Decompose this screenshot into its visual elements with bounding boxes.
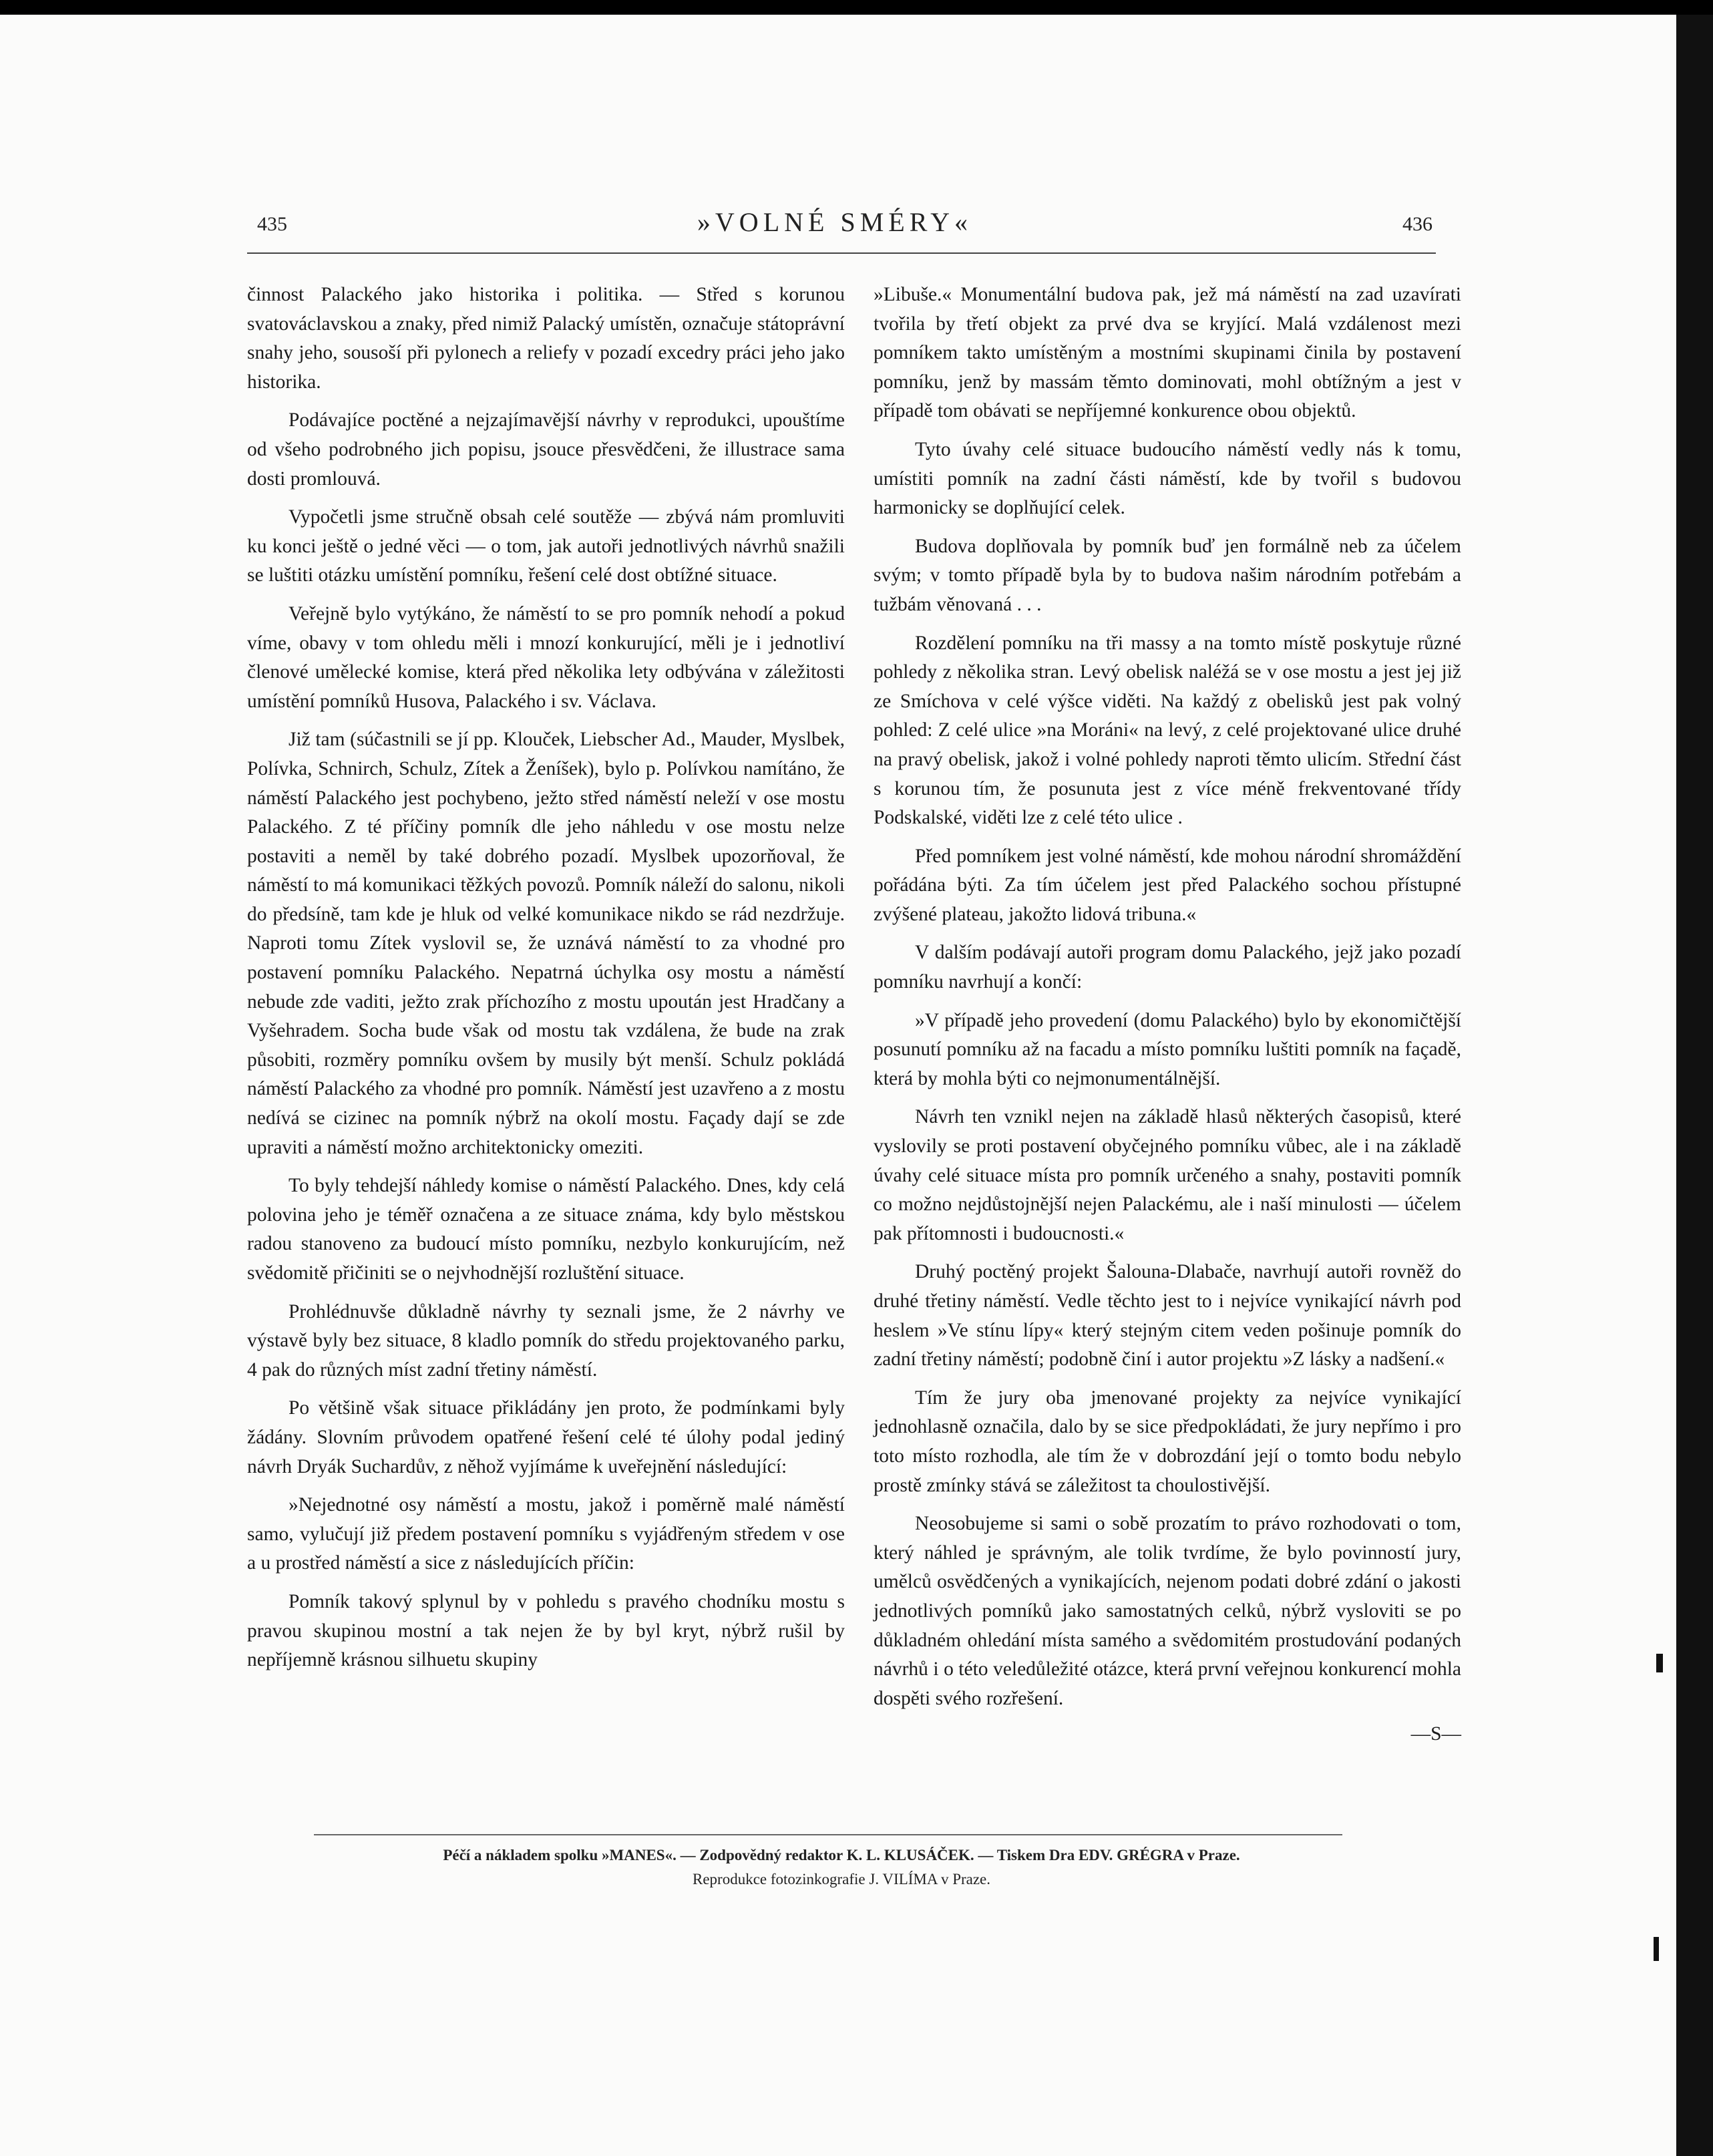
page-header [237,204,1433,237]
imprint-line: Reprodukce fotozinkografie J. VILÍMA v Praze. [692,1871,991,1888]
paragraph: Tím že jury oba jmenované projekty za nejvíce vynikající jednohlasně označila, dalo by se sice předpokládati, že jury nepřímo i pro toto místo rozhodla, ale tím že v dobrozdání její o tomto bodu nebylo prostě zmínky stává se záležitost ta choulostivější. [874,1387,1461,1496]
paragraph: »Libuše.« Monumentální budova pak, jež má náměstí na zad uzavírati tvořila by třetí objekt za prvé dva se kryjící. Malá vzdálenost mezi pomníkem takto umístěným a mostními skupinami činila by postavení pomníku, jenž by massám těmto dominovati, mohl obtížným a jest v případě tom obávati se nepříjemné konkurence obou objektů. [874,284,1461,422]
paragraph: V dalším podávají autoři program domu Palackého, jejž jako pozadí pomníku navrhují a končí: [874,942,1461,993]
header-rule [247,252,1436,254]
paragraph: Neosobujeme si sami o sobě prozatím to právo rozhodovati o tom, který náhled je správným, ale tolik tvrdíme, že bylo povinností jury, umělců osvědčených a vynikajících, nejenom podati dobré zdání o jakosti jednotlivých pomníků jako samostatných celků, nýbrž vysloviti se po důkladném ohledání místa samého a svědomitém prostudování podaných návrhů i o této veledůležité otázce, která první veřejnou konkurencí mohla dospěti svého rozřešení. [874,1513,1461,1709]
footer-rule [314,1834,1342,1835]
imprint-line: Péčí a nákladem spolku »MANES«. — Zodpovědný redaktor K. L. KLUSÁČEK. — Tiskem Dra EDV. GRÉGRA v Praze. [443,1847,1240,1863]
paragraph: Prohlédnuvše důkladně návrhy ty seznali jsme, že 2 návrhy ve výstavě byly bez situace, 8 kladlo pomník do středu projektovaného parku, 4 pak do různých míst zadní třetiny náměstí. [247,1300,845,1381]
scan-mark [1656,1654,1663,1672]
paragraph: Pomník takový splynul by v pohledu s pravého chodníku mostu s pravou skupinou mostní a tak nejen že by byl kryt, nýbrž rušil by nepříjemně krásnou silhuetu skupiny [247,1590,845,1671]
paragraph: Budova doplňovala by pomník buď jen formálně neb za účelem svým; v tomto případě byla by to budova našim národním potřebám a tužbám věnovaná . . . [874,535,1461,615]
paragraph: Tyto úvahy celé situace budoucího náměstí vedly nás k tomu, umístiti pomník na zadní části náměstí, kde by tvořil s budovou harmonicky se doplňující celek. [874,438,1461,519]
paragraph: »V případě jeho provedení (domu Palackého) bylo by ekonomičtější posunutí pomníku až na facadu a místo pomníku luštiti pomník na façadě, která by mohla býti co nejmonumentálnější. [874,1009,1461,1089]
paragraph: Před pomníkem jest volné náměstí, kde mohou národní shromáždění pořádána býti. Za tím účelem jest před Palackého sochou přístupné zvýšené plateau, jakožto lidová tribuna.« [874,845,1461,925]
journal-title: »VOLNÉ SMÉRY« [697,207,973,237]
paragraph: Druhý poctěný projekt Šalouna-Dlabače, navrhují autoři rovněž do druhé třetiny náměstí. Vedle těchto jest to i nejvíce vynikající návrh pod heslem »Ve stínu lípy« který stejným citem veden pošinuje pomník do zadní třetiny náměstí; podobně činí i autor projektu »Z lásky a nadšení.« [874,1261,1461,1371]
paragraph: Podávajíce poctěné a nejzajímavější návrhy v reprodukci, upouštíme od všeho podrobného jich popisu, jsouce přesvědčeni, že illustrace sama dosti promlouvá. [247,409,845,490]
paragraph: činnost Palackého jako historika i politika. — Střed s korunou svatováclavskou a znaky, před nimiž Palacký umístěn, označuje státoprávní snahy jeho, sousoší při pylonech a reliefy v pozadí excedry práci jeho jako historika. [247,284,845,393]
paragraph: Již tam (súčastnili se jí pp. Klouček, Liebscher Ad., Mauder, Myslbek, Polívka, Schnirch, Schulz, Zítek a Ženíšek), bylo p. Polívkou namítáno, že náměstí Palackého jest pochybeno, ježto střed náměstí neleží v ose mostu Palackého. Z té příčiny pomník dle jeho náhledu v ose mostu nelze postaviti a neměl by také dobrého pozadí. Myslbek upozorňoval, že náměstí to má komunikaci těžkých povozů. Pomník náleží do salonu, nikoli do předsíně, tam kde je hluk od velké komunikace nikdo se rád nezdržuje. Naproti tomu Zítek vyslovil se, že uznává náměstí to za vhodné pro postavení pomníku Palackého. Nepatrná úchylka osy mostu a náměstí nebude zde vaditi, ježto zrak příchozího z mostu upoután jest Hradčany a Vyšehradem. Socha bude však od mostu tak vzdálena, že bude na zrak působiti, rozměry pomníku ovšem by musily být menší. Schulz pokládá náměstí Palackého za vhodné pro pomník. Náměstí jest uzavřeno a z mostu nedívá se cizinec na pomník nýbrž na okolí mostu. Façady dají se zde upraviti a náměstí možno architektonicky omeziti. [247,729,845,1158]
paragraph: To byly tehdejší náhledy komise o náměstí Palackého. Dnes, kdy celá polovina jeho je téměř označena a ze situace známa, kdy bylo městskou radou stanoveno za budoucí místo pomníku, nezbylo konkurujícím, než svědomitě přičiniti se o nejvhodnější rozluštění situace. [247,1175,845,1284]
paragraph: Po většině však situace přikládány jen proto, že podmínkami byly žádány. Slovním průvodem opatřené řešení celé té úlohy podal jediný návrh Dryák Suchardův, z něhož vyjímáme k uveřejnění následující: [247,1397,845,1477]
scan-mark [1654,1937,1659,1961]
paragraph: Vypočetli jsme stručně obsah celé soutěže — zbývá nám promluviti ku konci ještě o jedné věci — o tom, jak autoři jednotlivých návrhů snažili se luštiti otázku umístění pomníku, řešení celé dost obtížné situace. [247,506,845,586]
left-column [247,281,845,1684]
page-number-right: 436 [1402,213,1433,235]
page-number-left: 435 [257,213,287,235]
paragraph: Rozdělení pomníku na tři massy a na tomto místě poskytuje různé pohledy z několika stran. Levý obelisk naléžá se v ose mostu a jest jej již ze Smíchova v celé výšce viděti. Na každý z obelisků jest pak volný pohled: Z celé ulice »na Moráni« na levý, z celé projektované ulice druhé na pravý obelisk, jakož i volné pohledy naproti těmto ulicím. Střední část s korunou tím, že posunuta jest z více méně frekventované třídy Podskalské, viděti lze z celé této ulice . [874,632,1461,829]
author-signature: —S— [1410,1723,1461,1745]
paragraph: Veřejně bylo vytýkáno, že náměstí to se pro pomník nehodí a pokud víme, obavy v tom ohledu měli i mnozí konkurující, měli je i jednotliví členové umělecké komise, která před několika lety odbývána v záležitosti umístění pomníků Husova, Palackého i sv. Václava. [247,602,845,712]
scan-edge [1676,15,1713,2156]
imprint-footer [247,1843,1436,1892]
right-column [874,281,1461,1759]
paragraph: Návrh ten vznikl nejen na základě hlasů některých časopisů, které vyslovily se proti postavení obyčejného pomníku vůbec, ale i na základě úvahy celé situace místa pro pomník určeného a snahy, postaviti pomník co možno nejdůstojnější nejen Palackému, ale i naší minulosti — účelem pak přítomnosti i budoucnosti.« [874,1106,1461,1244]
paragraph: »Nejednotné osy náměstí a mostu, jakož i poměrně malé náměstí samo, vylučují již předem postavení pomníku s vyjádřeným středem v ose a u prostřed náměstí a sice z následujících příčin: [247,1494,845,1574]
